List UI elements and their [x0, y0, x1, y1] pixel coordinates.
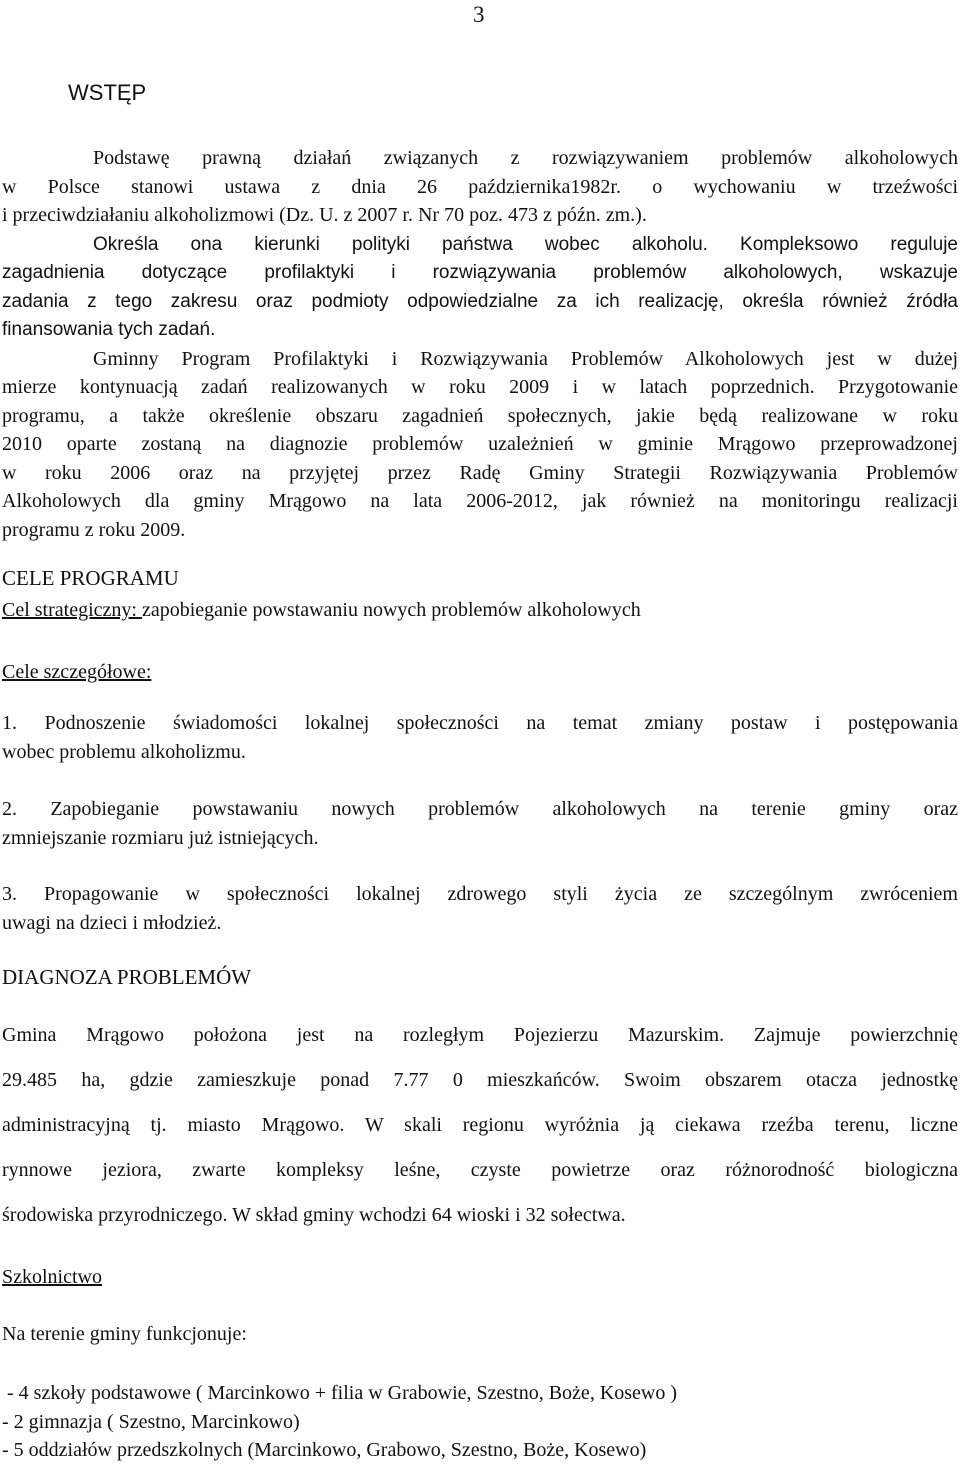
text-line: Podstawę prawną działań związanych z rozwiązywaniem problemów alkoholowych: [93, 147, 958, 169]
schools-heading: Szkolnictwo: [2, 1266, 102, 1288]
text-line: 2. Zapobieganie powstawaniu nowych problemów alkoholowych na terenie gminy oraz: [2, 798, 958, 820]
text-line: zadania z tego zakresu oraz podmioty odpowiedzialne za ich realizację, określa również źródła: [2, 290, 958, 312]
text-line: administracyjną tj. miasto Mrągowo. W skali regionu wyróżnia ją ciekawa rzeźba terenu, liczne: [2, 1114, 958, 1136]
strategic-goal-text: zapobieganie powstawaniu nowych problemów alkoholowych: [141, 599, 641, 621]
text-line: w roku 2006 oraz na przyjętej przez Radę Gminy Strategii Rozwiązywania Problemów: [2, 461, 958, 484]
section-heading-diagnosis: DIAGNOZA PROBLEMÓW: [2, 965, 252, 989]
text-line: finansowania tych zadań.: [2, 319, 216, 340]
text-fragment-sans: Kompleksowo reguluje: [707, 233, 958, 255]
text-line: programu, a także określenie obszaru zagadnień społecznych, jakie będą realizowane w roku: [2, 404, 958, 427]
text-line: mierze kontynuacją zadań realizowanych w roku 2009 i w latach poprzednich. Przygotowanie: [2, 376, 958, 398]
schools-list: [2, 1379, 958, 1465]
text-line-mixed: [2, 230, 958, 260]
detailed-goals-heading: Cele szczegółowe:: [2, 661, 152, 683]
text-line: Gminny Program Profilaktyki i Rozwiązywania Problemów Alkoholowych jest w dużej: [93, 347, 958, 370]
list-item: - 5 oddziałów przedszkolnych (Marcinkowo, Grabowo, Szestno, Boże, Kosewo): [2, 1439, 647, 1461]
text-line: zmniejszanie rozmiaru już istniejących.: [2, 826, 319, 849]
page-number: 3: [473, 2, 485, 27]
text-line: zagadnienia dotyczące profilaktyki i rozwiązywania problemów alkoholowych, wskazuje: [2, 262, 958, 283]
text-line: wobec problemu alkoholizmu.: [2, 740, 246, 763]
list-item: - 2 gimnazja ( Szestno, Marcinkowo): [2, 1410, 300, 1433]
text-fragment-sans: Określa ona kierunki polityki państwa wobec alkoholu.: [93, 233, 708, 255]
text-line: 2010 oparte zostaną na diagnozie problemów uzależnień w gminie Mrągowo przeprowadzonej: [2, 433, 958, 455]
goal-item: [2, 880, 958, 937]
section-heading-goals: CELE PROGRAMU: [2, 566, 179, 590]
goal-item: [2, 709, 958, 766]
text-line: w Polsce stanowi ustawa z dnia 26 października1982r. o wychowaniu w trzeźwości: [2, 175, 958, 198]
strategic-goal: [2, 596, 958, 625]
text-line: 1. Podnoszenie świadomości lokalnej społeczności na temat zmiany postaw i postępowania: [2, 712, 958, 734]
text-line: Alkoholowych dla gminy Mrągowo na lata 2006-2012, jak również na monitoringu realizacji: [2, 490, 958, 512]
diagnosis-paragraph: [2, 1013, 958, 1238]
text-line: Gmina Mrągowo położona jest na rozległym Pojezierzu Mazurskim. Zajmuje powierzchnię: [2, 1024, 958, 1046]
text-line: i przeciwdziałaniu alkoholizmowi (Dz. U. z 2007 r. Nr 70 poz. 473 z późn. zm.).: [2, 204, 647, 226]
schools-intro: Na terenie gminy funkcjonuje:: [2, 1323, 247, 1345]
text-line: uwagi na dzieci i młodzież.: [2, 911, 222, 934]
intro-paragraph: [2, 144, 958, 544]
text-line: rynnowe jeziora, zwarte kompleksy leśne, czyste powietrze oraz różnorodność biologiczna: [2, 1159, 958, 1181]
section-title-intro: WSTĘP: [68, 80, 147, 105]
goal-item: [2, 795, 958, 852]
text-line: programu z roku 2009.: [2, 518, 186, 541]
text-line: 3. Propagowanie w społeczności lokalnej zdrowego styli życia ze szczególnym zwróceniem: [2, 883, 958, 905]
text-line: środowiska przyrodniczego. W skład gminy wchodzi 64 wioski i 32 sołectwa.: [2, 1204, 626, 1226]
text-line: 29.485 ha, gdzie zamieszkuje ponad 7.77 0 mieszkańców. Swoim obszarem otacza jednostkę: [2, 1069, 958, 1091]
strategic-goal-label: Cel strategiczny:: [2, 599, 142, 621]
list-item: - 4 szkoły podstawowe ( Marcinkowo + filia w Grabowie, Szestno, Boże, Kosewo ): [2, 1382, 678, 1404]
